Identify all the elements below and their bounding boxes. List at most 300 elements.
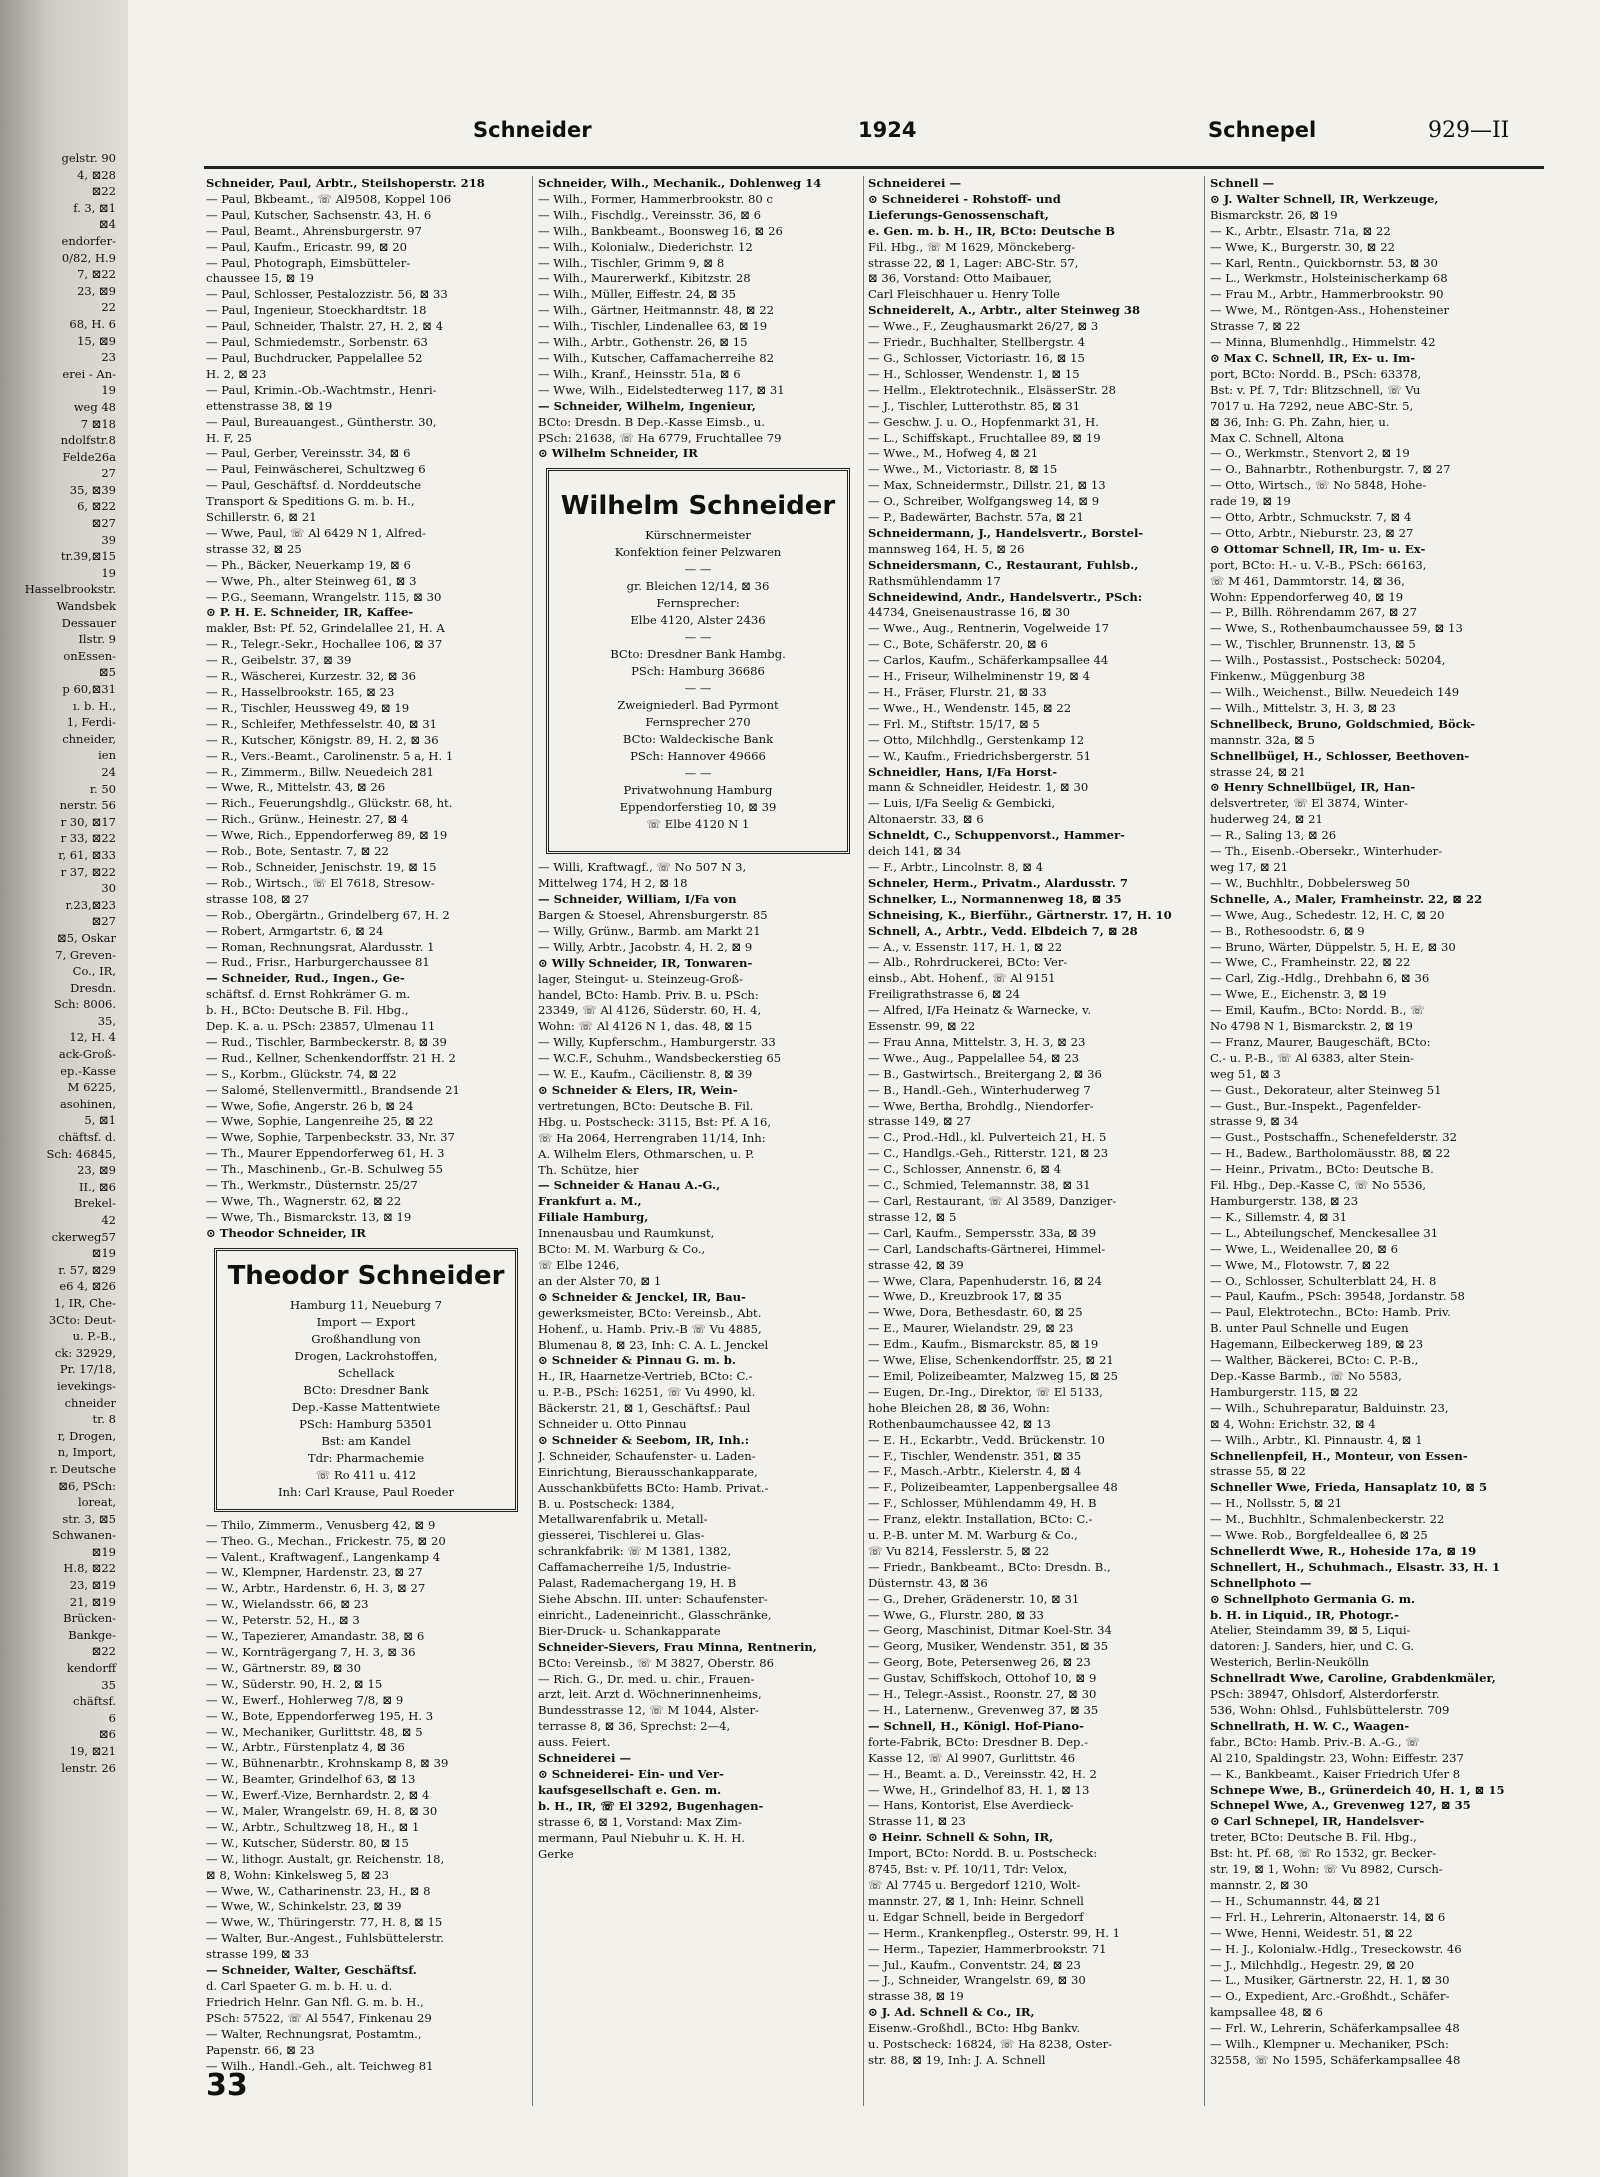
directory-entry: B. unter Paul Schnelle und Eugen — [1210, 1321, 1409, 1336]
directory-entry: Wohn: Eppendorferweg 40, ⊠ 19 — [1210, 589, 1404, 604]
directory-entry: — Willi, Kraftwagf., ☏ No 507 N 3, — [538, 860, 747, 875]
directory-entry: — W., Tapezierer, Amandastr. 38, ⊠ 6 — [206, 1629, 425, 1644]
directory-entry: — Paul, Bkbeamt., ☏ Al9508, Koppel 106 — [206, 191, 452, 206]
directory-entry: — Alb., Rohrdruckerei, BCto: Ver- — [868, 955, 1068, 970]
directory-entry: strasse 199, ⊠ 33 — [206, 1947, 310, 1962]
directory-entry: weg 17, ⊠ 21 — [1210, 859, 1289, 874]
directory-entry: — W., lithogr. Austalt, gr. Reichenstr. 18, — [206, 1851, 445, 1866]
directory-entry: H., IR, Haarnetze-Vertrieb, BCto: C.- — [538, 1369, 753, 1384]
directory-entry: — Georg, Musiker, Wendenstr. 351, ⊠ 35 — [868, 1639, 1109, 1654]
directory-entry: — Wilh., Postassist., Postscheck: 50204, — [1210, 653, 1446, 668]
adjacent-text-fragment: 5, ⊠1 — [84, 1113, 116, 1128]
directory-entry: — Rich., Grünw., Heinestr. 27, ⊠ 4 — [206, 812, 409, 827]
adjacent-text-fragment: Brücken- — [63, 1611, 116, 1626]
directory-entry: — Paul, Gerber, Vereinsstr. 34, ⊠ 6 — [206, 446, 411, 461]
directory-entry: 44734, Gneisenaustrasse 16, ⊠ 30 — [868, 605, 1070, 620]
advertisement-theodor-schneider — [214, 1248, 518, 1512]
ad-line: PSch: Hamburg 53501 — [299, 1416, 433, 1431]
directory-entry: u. Postscheck: 16824, ☏ Ha 8238, Oster- — [868, 2037, 1113, 2052]
adjacent-text-fragment: gelstr. 90 — [61, 151, 116, 165]
directory-entry: arzt, leit. Arzt d. Wöchnerinnenheims, — [538, 1687, 762, 1702]
directory-entry: — Wilh., Tischler, Grimm 9, ⊠ 8 — [538, 255, 725, 270]
directory-entry: — F., Arbtr., Lincolnstr. 8, ⊠ 4 — [868, 859, 1044, 874]
directory-entry: b. H., BCto: Deutsche B. Fil. Hbg., — [206, 1003, 409, 1018]
directory-entry: — Walter, Bur.-Angest., Fuhlsbüttelerstr. — [206, 1931, 444, 1946]
directory-entry: huderweg 24, ⊠ 21 — [1210, 812, 1323, 827]
directory-entry: — Gust., Bur.-Inspekt., Pagenfelder- — [1210, 1098, 1422, 1113]
directory-entry: ☏ Al 7745 u. Bergedorf 1210, Wolt- — [868, 1877, 1081, 1892]
directory-entry: — R., Telegr.-Sekr., Hochallee 106, ⊠ 37 — [206, 637, 443, 652]
directory-entry: Strasse 11, ⊠ 23 — [868, 1814, 966, 1829]
adjacent-text-fragment: r. 50 — [89, 781, 116, 796]
directory-entry: Bst: v. Pf. 7, Tdr: Blitzschnell, ☏ Vu — [1210, 382, 1421, 397]
directory-entry: — W., Bote, Eppendorferweg 195, H. 3 — [206, 1708, 434, 1723]
adjacent-text-fragment: 35, ⊠39 — [69, 482, 116, 497]
adjacent-text-fragment: ⊠27 — [91, 914, 116, 929]
directory-entry: — H., Schlosser, Wendenstr. 1, ⊠ 15 — [868, 366, 1080, 381]
directory-entry: — Willy, Kupferschm., Hamburgerstr. 33 — [538, 1035, 776, 1050]
directory-entry: b. H., IR, ☏ El 3292, Bugenhagen- — [538, 1798, 764, 1813]
directory-entry: — Edm., Kaufm., Bismarckstr. 85, ⊠ 19 — [868, 1337, 1099, 1352]
directory-entry: H. 2, ⊠ 23 — [206, 366, 267, 381]
directory-entry: — L., Abteilungschef, Menckesallee 31 — [1210, 1225, 1439, 1240]
directory-entry: Schneidler, Hans, I/Fa Horst- — [868, 764, 1058, 779]
directory-entry: — F., Masch.-Arbtr., Kielerstr. 4, ⊠ 4 — [868, 1464, 1082, 1479]
adjacent-text-fragment: 7, ⊠22 — [77, 267, 116, 282]
adjacent-text-fragment: f. 3, ⊠1 — [73, 200, 116, 215]
directory-entry: Mittelweg 174, H 2, ⊠ 18 — [538, 876, 688, 891]
directory-entry: — Paul, Schlosser, Pestalozzistr. 56, ⊠ 33 — [206, 287, 448, 302]
directory-entry: ⊙ Schneiderei - Rohstoff- und — [868, 191, 1061, 206]
directory-entry: Gerke — [538, 1846, 574, 1861]
directory-entry: weg 51, ⊠ 3 — [1210, 1066, 1281, 1081]
directory-entry: ⊠ 36, Inh: G. Ph. Zahn, hier, u. — [1210, 414, 1390, 429]
directory-entry: Schneising, K., Bierführ., Gärtnerstr. 17, H. 10 — [868, 907, 1172, 922]
directory-entry: — Wwe, Th., Bismarckstr. 13, ⊠ 19 — [206, 1209, 412, 1224]
directory-entry: — H., Fräser, Flurstr. 21, ⊠ 33 — [868, 685, 1047, 699]
directory-entry: kaufsgesellschaft e. Gen. m. — [538, 1782, 722, 1797]
directory-entry: ⊙ Henry Schnellbügel, IR, Han- — [1210, 780, 1416, 795]
directory-entry: chaussee 15, ⊠ 19 — [206, 271, 314, 286]
directory-entry: PSch: 38947, Ohlsdorf, Alsterdorferstr. — [1210, 1687, 1440, 1702]
directory-entry: Schneider-Sievers, Frau Minna, Rentnerin, — [538, 1639, 817, 1654]
directory-entry: Bundesstrasse 12, ☏ M 1044, Alster- — [538, 1703, 759, 1718]
directory-entry: d. Carl Spaeter G. m. b. H. u. d. — [206, 1979, 393, 1993]
directory-entry: — Franz, elektr. Installation, BCto: C.- — [868, 1512, 1093, 1527]
directory-entry: forte-Fabrik, BCto: Dresdner B. Dep.- — [868, 1734, 1089, 1749]
directory-entry: einricht., Ladeneinricht., Glasschränke, — [538, 1607, 772, 1622]
directory-entry: — R., Wäscherei, Kurzestr. 32, ⊠ 36 — [206, 669, 417, 684]
directory-entry: — Wwe, Clara, Papenhuderstr. 16, ⊠ 24 — [868, 1273, 1102, 1288]
directory-entry: Schneiderei — — [868, 176, 962, 190]
directory-entry: — H., Laternenw., Grevenweg 37, ⊠ 35 — [868, 1703, 1099, 1717]
directory-entry: — Wwe, L., Weidenallee 20, ⊠ 6 — [1210, 1241, 1399, 1256]
directory-entry: — Walther, Bäckerei, BCto: C. P.-B., — [1210, 1353, 1419, 1368]
directory-entry: Schnellenpfeil, H., Monteur, von Essen- — [1210, 1448, 1468, 1463]
directory-entry: makler, Bst: Pf. 52, Grindelallee 21, H. A — [206, 621, 445, 636]
directory-entry: — C., Schlosser, Annenstr. 6, ⊠ 4 — [868, 1162, 1062, 1177]
ad-line: Fernsprecher: — [656, 596, 740, 611]
directory-entry: Al 210, Spaldingstr. 23, Wohn: Eiffestr. 237 — [1210, 1750, 1464, 1765]
directory-entry: — F., Schlosser, Mühlendamm 49, H. B — [868, 1496, 1097, 1511]
directory-entry: Hamburgerstr. 138, ⊠ 23 — [1210, 1194, 1359, 1208]
directory-entry: Hamburgerstr. 115, ⊠ 22 — [1210, 1384, 1359, 1399]
directory-entry: — R., Kutscher, Königstr. 89, H. 2, ⊠ 36 — [206, 732, 439, 747]
directory-entry: Westerich, Berlin-Neukölln — [1210, 1655, 1369, 1670]
directory-entry: — O., Schlosser, Schulterblatt 24, H. 8 — [1210, 1273, 1437, 1288]
directory-entry: — Otto, Arbtr., Nieburstr. 23, ⊠ 27 — [1210, 525, 1414, 540]
directory-entry: — Herm., Krankenpfleg., Osterstr. 99, H. 1 — [868, 1925, 1121, 1940]
directory-entry: lager, Steingut- u. Steinzeug-Groß- — [538, 971, 744, 986]
ad-line: — — — [684, 766, 712, 781]
directory-entry: — B., Rothesoodstr. 6, ⊠ 9 — [1210, 923, 1365, 938]
adjacent-text-fragment: ⊠5 — [99, 665, 116, 680]
directory-entry: mermann, Paul Niebuhr u. K. H. H. — [538, 1830, 746, 1845]
directory-entry: — K., Bankbeamt., Kaiser Friedrich Ufer 8 — [1210, 1766, 1461, 1781]
directory-entry: — W., Arbtr., Schultzweg 18, H., ⊠ 1 — [206, 1819, 420, 1834]
directory-entry: — Schneider, Wilhelm, Ingenieur, — [538, 398, 756, 413]
adjacent-text-fragment: weg 48 — [73, 399, 116, 414]
directory-entry: — Wwe, C., Framheinstr. 22, ⊠ 22 — [1210, 955, 1411, 970]
adjacent-text-fragment: kendorff — [66, 1661, 116, 1676]
directory-entry: — Wwe, M., Röntgen-Ass., Hohensteiner — [1210, 303, 1450, 318]
adjacent-text-fragment: Pr. 17/18, — [59, 1362, 116, 1377]
directory-entry: — W., Arbtr., Fürstenplatz 4, ⊠ 36 — [206, 1740, 405, 1755]
directory-entry: — P., Billh. Röhrendamm 267, ⊠ 27 — [1210, 605, 1417, 620]
directory-entry: — C., Bote, Schäferstr. 20, ⊠ 6 — [868, 637, 1048, 652]
ad-line: BCto: Waldeckische Bank — [622, 732, 774, 747]
directory-entry: — Paul, Feinwäscherei, Schultzweg 6 — [206, 462, 426, 477]
adjacent-text-fragment: Sch: 8006. — [53, 997, 116, 1012]
directory-entry: u. P.-B., PSch: 16251, ☏ Vu 4990, kl. — [538, 1385, 756, 1400]
directory-entry: — G., Schlosser, Victoriastr. 16, ⊠ 15 — [868, 350, 1085, 365]
directory-entry: — Wilh., Schuhreparatur, Balduinstr. 23, — [1210, 1400, 1449, 1415]
adjacent-text-fragment: loreat, — [77, 1495, 116, 1510]
directory-entry: — B., Handl.-Geh., Winterhuderweg 7 — [868, 1082, 1091, 1097]
directory-entry: — Wilh., Weichenst., Billw. Neuedeich 149 — [1210, 685, 1460, 699]
directory-entry: mann & Schneidler, Heidestr. 1, ⊠ 30 — [868, 780, 1089, 795]
directory-entry: Schnellbeck, Bruno, Goldschmied, Böck- — [1210, 716, 1476, 731]
directory-entry: ☏ M 461, Dammtorstr. 14, ⊠ 36, — [1210, 573, 1405, 588]
directory-entry: — Wilh., Fischdlg., Vereinsstr. 36, ⊠ 6 — [538, 207, 762, 222]
ad-line: gr. Bleichen 12/14, ⊠ 36 — [626, 579, 770, 594]
adjacent-text-fragment: 21, ⊠19 — [69, 1594, 116, 1609]
column-1 — [206, 176, 526, 2074]
adjacent-text-fragment: 19, ⊠21 — [69, 1744, 116, 1758]
adjacent-text-fragment: Dessauer — [61, 615, 116, 630]
page-folio: 33 — [206, 2068, 248, 2103]
directory-entry: — Wwe, Ph., alter Steinweg 61, ⊠ 3 — [206, 573, 417, 588]
directory-entry: schrankfabrik: ☏ M 1381, 1382, — [538, 1544, 732, 1559]
directory-entry: — Franz, Maurer, Baugeschäft, BCto: — [1210, 1034, 1431, 1049]
directory-entry: — Paul, Ingenieur, Stoeckhardtstr. 18 — [206, 303, 427, 318]
adjacent-text-fragment: Sch: 46845, — [46, 1146, 116, 1161]
directory-entry: — Wilh., Bankbeamt., Boonsweg 16, ⊠ 26 — [538, 223, 783, 238]
ad-lines — [223, 1297, 509, 1501]
ad-line: Import — Export — [316, 1314, 416, 1329]
directory-entry: — Rich., Feuerungshdlg., Glückstr. 68, ht. — [206, 796, 453, 811]
directory-entry: — G., Dreher, Grädenerstr. 10, ⊠ 31 — [868, 1591, 1080, 1606]
directory-entry: — E., Maurer, Wielandstr. 29, ⊠ 23 — [868, 1321, 1074, 1336]
header-page-ref: 929—II — [1428, 118, 1510, 143]
adjacent-text-fragment: chneider — [64, 1395, 116, 1410]
directory-entry: — Geschw. J. u. O., Hopfenmarkt 31, H. — [868, 414, 1099, 429]
directory-entry: Rathsmühlendamm 17 — [868, 573, 1001, 588]
adjacent-text-fragment: 6 — [108, 1710, 116, 1725]
directory-entry: Bst: ht. Pf. 68, ☏ Ro 1532, gr. Becker- — [1210, 1846, 1437, 1861]
directory-entry: Palast, Rademachergang 19, H. B — [538, 1576, 737, 1591]
ad-line: Tdr: Pharmachemie — [307, 1450, 425, 1465]
directory-entry: Einrichtung, Bierausschankapparate, — [538, 1464, 758, 1479]
directory-entry: schäftsf. d. Ernst Rohkrämer G. m. — [206, 987, 411, 1002]
directory-entry: — Paul, Buchdrucker, Pappelallee 52 — [206, 350, 423, 365]
directory-entry: 7017 u. Ha 7292, neue ABC-Str. 5, — [1210, 398, 1414, 413]
page-header — [218, 118, 1538, 154]
adjacent-text-fragment: ⊠22 — [91, 1644, 116, 1659]
directory-entry: — C., Handlgs.-Geh., Ritterstr. 121, ⊠ 23 — [868, 1146, 1109, 1161]
directory-entry: — W., Ewerf., Hohlerweg 7/8, ⊠ 9 — [206, 1692, 404, 1707]
adjacent-text-fragment: II., ⊠6 — [78, 1179, 116, 1194]
ad-line: PSch: Hannover 49666 — [630, 749, 766, 764]
directory-entry: Schneler, Herm., Privatm., Alardusstr. 7 — [868, 875, 1128, 890]
directory-entry: strasse 42, ⊠ 39 — [868, 1257, 964, 1272]
directory-entry: — Willy, Grünw., Barmb. am Markt 21 — [538, 923, 761, 938]
directory-entry: Blumenau 8, ⊠ 23, Inh: C. A. L. Jenckel — [538, 1337, 769, 1352]
ad-line: BCto: Dresdner Bank Hambg. — [610, 647, 786, 662]
directory-entry: 23349, ☏ Al 4126, Süderstr. 60, H. 4, — [538, 1003, 762, 1018]
adjacent-text-fragment: Wandsbek — [56, 599, 116, 614]
ad-line: Elbe 4120, Alster 2436 — [630, 613, 766, 628]
directory-entry: ⊙ Carl Schnepel, IR, Handelsver- — [1210, 1814, 1425, 1829]
directory-page — [128, 0, 1600, 2177]
column-divider — [863, 176, 864, 2106]
ad-line: Kürschnermeister — [645, 528, 751, 543]
directory-entry: Altonaerstr. 33, ⊠ 6 — [868, 812, 984, 827]
ad-line: Schellack — [337, 1365, 395, 1380]
directory-entry: — Otto, Wirtsch., ☏ No 5848, Hohe- — [1210, 478, 1427, 493]
adjacent-text-fragment: ⊠22 — [91, 184, 116, 199]
entry-list — [1210, 176, 1540, 2069]
adjacent-text-fragment: r, 61, ⊠33 — [58, 847, 116, 862]
directory-entry: delsvertreter, ☏ El 3874, Winter- — [1210, 796, 1408, 811]
adjacent-text-fragment: M 6225, — [67, 1080, 116, 1095]
directory-entry: — Paul, Bureauangest., Güntherstr. 30, — [206, 414, 437, 429]
directory-entry: — H., Telegr.-Assist., Roonstr. 27, ⊠ 30 — [868, 1687, 1097, 1702]
adjacent-text-fragment: 23 — [101, 350, 116, 365]
directory-entry: ⊙ Schneider & Jenckel, IR, Bau- — [538, 1289, 746, 1304]
directory-entry: — R., Hasselbrookstr. 165, ⊠ 23 — [206, 685, 395, 699]
column-divider — [532, 176, 533, 2106]
adjacent-text-fragment: ı. b. H., — [72, 698, 116, 713]
directory-entry: — Th., Eisenb.-Obersekr., Winterhuder- — [1210, 844, 1443, 859]
directory-entry: — W., Arbtr., Hardenstr. 6, H. 3, ⊠ 27 — [206, 1581, 426, 1596]
directory-entry: e. Gen. m. b. H., IR, BCto: Deutsche B — [868, 223, 1116, 238]
directory-entry: — Friedr., Bankbeamt., BCto: Dresdn. B., — [868, 1559, 1111, 1574]
directory-entry: — Wwe, Dora, Bethesdastr. 60, ⊠ 25 — [868, 1305, 1083, 1320]
directory-entry: — Schneider, Walter, Geschäftsf. — [206, 1963, 417, 1978]
directory-entry: — J., Schneider, Wrangelstr. 69, ⊠ 30 — [868, 1973, 1086, 1988]
directory-entry: — Th., Maschinenb., Gr.-B. Schulweg 55 — [206, 1162, 443, 1177]
directory-entry: — Wwe, M., Flotowstr. 7, ⊠ 22 — [1210, 1257, 1390, 1272]
ad-line: Dep.-Kasse Mattentwiete — [291, 1399, 441, 1414]
directory-entry: Schneider, Wilh., Mechanik., Dohlenweg 14 — [538, 176, 822, 190]
directory-entry: einsb., Abt. Hohenf., ☏ Al 9151 — [868, 971, 1056, 986]
directory-entry: auss. Feiert. — [538, 1735, 611, 1750]
directory-entry: strasse 6, ⊠ 1, Vorstand: Max Zim- — [538, 1814, 742, 1829]
directory-entry: — Carl, Kaufm., Sempersstr. 33a, ⊠ 39 — [868, 1225, 1097, 1240]
adjacent-page-text — [0, 150, 120, 1776]
directory-entry: — Wwe., F., Zeughausmarkt 26/27, ⊠ 3 — [868, 319, 1099, 334]
directory-entry: — W., Beamter, Grindelhof 63, ⊠ 13 — [206, 1772, 416, 1787]
adjacent-text-fragment: 19 — [101, 565, 116, 580]
directory-entry: — Frl. H., Lehrerin, Altonaerstr. 14, ⊠ 6 — [1210, 1909, 1446, 1924]
directory-entry: — Bruno, Wärter, Düppelstr. 5, H. E, ⊠ 30 — [1210, 939, 1456, 954]
directory-entry: ⊙ Heinr. Schnell & Sohn, IR, — [868, 1830, 1054, 1845]
directory-entry: — W., Süderstr. 90, H. 2, ⊠ 15 — [206, 1676, 383, 1691]
directory-entry: Schnellerdt Wwe, R., Hoheside 17a, ⊠ 19 — [1210, 1543, 1477, 1558]
directory-entry: — Wwe. Rob., Borgfeldeallee 6, ⊠ 25 — [1210, 1528, 1428, 1543]
header-rule — [204, 166, 1544, 169]
directory-entry: Siehe Abschn. III. unter: Schaufenster- — [538, 1592, 768, 1606]
directory-entry: — H. J., Kolonialw.-Hdlg., Treseckowstr. 46 — [1210, 1941, 1462, 1956]
directory-entry: Fil. Hbg., Dep.-Kasse C, ☏ No 5536, — [1210, 1178, 1427, 1193]
ad-line: Inh: Carl Krause, Paul Roeder — [277, 1484, 455, 1499]
directory-entry: strasse 108, ⊠ 27 — [206, 891, 310, 906]
directory-entry: — Rob., Obergärtn., Grindelberg 67, H. 2 — [206, 907, 450, 922]
directory-entry: u. Edgar Schnell, beide in Bergedorf — [868, 1909, 1084, 1924]
directory-entry: ⊙ J. Ad. Schnell & Co., IR, — [868, 2005, 1035, 2020]
adjacent-text-fragment: 1, IR, Che- — [53, 1295, 116, 1310]
directory-entry: Freiligrathstrasse 6, ⊠ 24 — [868, 987, 1020, 1002]
directory-entry: — Emil, Polizeibeamter, Malzweg 15, ⊠ 25 — [868, 1368, 1119, 1383]
directory-entry: — H., Friseur, Wilhelminenstr 19, ⊠ 4 — [868, 669, 1091, 684]
directory-entry: — W., Ewerf.-Vize, Bernhardstr. 2, ⊠ 4 — [206, 1788, 430, 1803]
ad-line: — — — [684, 630, 712, 645]
directory-entry: — Thilo, Zimmerm., Venusberg 42, ⊠ 9 — [206, 1517, 436, 1532]
directory-entry: Bäckerstr. 21, ⊠ 1, Geschäftsf.: Paul — [538, 1401, 751, 1416]
directory-entry: BCto: Vereinsb., ☏ M 3827, Oberstr. 86 — [538, 1655, 774, 1670]
directory-entry: — F., Polizeibeamter, Lappenbergsallee 48 — [868, 1480, 1118, 1495]
directory-entry: — Paul, Schneider, Thalstr. 27, H. 2, ⊠ 4 — [206, 319, 444, 334]
directory-entry: — Paul, Photograph, Eimsbütteler- — [206, 255, 411, 270]
adjacent-text-fragment: ⊠4 — [99, 217, 116, 232]
directory-entry: — Wilh., Former, Hammerbrookstr. 80 c — [538, 191, 773, 206]
directory-entry: — R., Zimmerm., Billw. Neuedeich 281 — [206, 764, 434, 779]
adjacent-text-fragment: chäftsf. d. — [58, 1130, 116, 1145]
directory-entry: — W., Buchhltr., Dobbelersweg 50 — [1210, 875, 1411, 890]
directory-entry: — W., Kornträgergang 7, H. 3, ⊠ 36 — [206, 1644, 416, 1659]
directory-entry: — Hellm., Elektrotechnik., ElsässerStr. 28 — [868, 382, 1117, 397]
directory-entry: Schneider u. Otto Pinnau — [538, 1417, 687, 1432]
directory-entry: — Wwe, W., Schinkelstr. 23, ⊠ 39 — [206, 1899, 402, 1914]
directory-entry: — Rud., Tischler, Barmbeckerstr. 8, ⊠ 39 — [206, 1034, 447, 1049]
directory-entry: Schnell — — [1210, 176, 1275, 190]
directory-entry: — F., Tischler, Wendenstr. 351, ⊠ 35 — [868, 1448, 1082, 1463]
directory-entry: — Wwe, Sophie, Tarpenbeckstr. 33, Nr. 37 — [206, 1130, 455, 1145]
directory-entry: — Wilh., Kranf., Heinsstr. 51a, ⊠ 6 — [538, 366, 741, 381]
entry-list — [206, 1518, 526, 2075]
directory-entry: strasse 24, ⊠ 21 — [1210, 764, 1306, 779]
directory-entry: — Wilh., Arbtr., Gothenstr. 26, ⊠ 15 — [538, 335, 748, 350]
directory-entry: — W. E., Kaufm., Cäcilienstr. 8, ⊠ 39 — [538, 1067, 753, 1082]
directory-entry: Schnellrath, H. W. C., Waagen- — [1210, 1718, 1410, 1733]
directory-entry: BCto: M. M. Warburg & Co., — [538, 1242, 706, 1257]
directory-entry: Hbg. u. Postscheck: 3115, Bst: Pf. A 16, — [538, 1114, 772, 1129]
ad-line: Drogen, Lackrohstoffen, — [294, 1348, 438, 1363]
directory-entry: — W., Tischler, Brunnenstr. 13, ⊠ 5 — [1210, 637, 1416, 652]
adjacent-text-fragment: nerstr. 56 — [59, 798, 116, 813]
directory-entry: — P.G., Seemann, Wrangelstr. 115, ⊠ 30 — [206, 589, 442, 604]
adjacent-text-fragment: ievekings- — [57, 1378, 116, 1393]
directory-entry: — Otto, Milchhdlg., Gerstenkamp 12 — [868, 732, 1085, 747]
directory-entry: Schnellert, H., Schuhmach., Elsastr. 33, H. 1 — [1210, 1559, 1501, 1574]
directory-entry: — Paul, Kaufm., Ericastr. 99, ⊠ 20 — [206, 239, 408, 254]
directory-entry: gewerksmeister, BCto: Vereinsb., Abt. — [538, 1305, 762, 1320]
directory-entry: — Walter, Rechnungsrat, Postamtm., — [206, 2026, 422, 2041]
directory-entry: — Rob., Wirtsch., ☏ El 7618, Stresow- — [206, 875, 435, 890]
directory-entry: PSch: 57522, ☏ Al 5547, Finkenau 29 — [206, 2010, 432, 2025]
adjacent-text-fragment: 23, ⊠9 — [77, 283, 116, 298]
adjacent-text-fragment: Brekel- — [73, 1196, 116, 1211]
directory-entry: strasse 9, ⊠ 34 — [1210, 1114, 1299, 1129]
directory-entry: — Wilh., Kolonialw., Diederichstr. 12 — [538, 239, 753, 254]
directory-entry: ⊙ Max C. Schnell, IR, Ex- u. Im- — [1210, 350, 1416, 365]
directory-entry: — W., Bühnenarbtr., Krohnskamp 8, ⊠ 39 — [206, 1756, 449, 1771]
adjacent-text-fragment: 35, — [97, 1013, 116, 1028]
directory-entry: — Rud., Kellner, Schenkendorffstr. 21 H. 2 — [206, 1050, 456, 1065]
adjacent-text-fragment: ien — [98, 748, 116, 763]
adjacent-text-fragment: 35 — [101, 1677, 116, 1692]
directory-entry: Bargen & Stoesel, Ahrensburgerstr. 85 — [538, 908, 768, 923]
directory-entry: — Frl. W., Lehrerin, Schäferkampsallee 48 — [1210, 2021, 1460, 2036]
adjacent-text-fragment: 30 — [101, 881, 116, 896]
adjacent-text-fragment: Schwanen- — [52, 1528, 116, 1543]
directory-entry: — K., Arbtr., Elsastr. 71a, ⊠ 22 — [1210, 223, 1391, 238]
directory-entry: Schneider, Paul, Arbtr., Steilshoperstr. 218 — [206, 176, 485, 190]
directory-entry: BCto: Dresdn. B Dep.-Kasse Eimsb., u. — [538, 414, 765, 429]
adjacent-text-fragment: H.8, ⊠22 — [63, 1561, 116, 1576]
directory-entry: Strasse 7, ⊠ 22 — [1210, 319, 1301, 334]
directory-entry: PSch: 21638, ☏ Ha 6779, Fruchtallee 79 — [538, 430, 782, 445]
adjacent-text-fragment: 7 ⊠18 — [80, 416, 116, 431]
directory-entry: str. 19, ⊠ 1, Wohn: ☏ Vu 8982, Cursch- — [1210, 1862, 1443, 1877]
directory-entry: Schnelker, L., Normannenweg 18, ⊠ 35 — [868, 891, 1122, 906]
ad-lines — [555, 527, 841, 833]
directory-entry: ⊙ Schneider & Seebom, IR, Inh.: — [538, 1432, 749, 1447]
column-4 — [1210, 176, 1540, 2069]
directory-entry: mannstr. 2, ⊠ 30 — [1210, 1877, 1308, 1892]
adjacent-text-fragment: Felde26a — [62, 449, 116, 464]
directory-entry: ⊙ P. H. E. Schneider, IR, Kaffee- — [206, 605, 414, 620]
directory-entry: kampsallee 48, ⊠ 6 — [1210, 2005, 1323, 2020]
directory-entry: — Otto, Arbtr., Schmuckstr. 7, ⊠ 4 — [1210, 510, 1412, 525]
directory-entry: Schneldt, C., Schuppenvorst., Hammer- — [868, 828, 1125, 843]
directory-entry: — Wwe., M., Victoriastr. 8, ⊠ 15 — [868, 462, 1058, 477]
directory-entry: — J., Tischler, Lutterothstr. 85, ⊠ 31 — [868, 398, 1081, 413]
directory-entry: — Wwe., Aug., Rentnerin, Vogelweide 17 — [868, 621, 1109, 636]
directory-entry: — L., Schiffskapt., Fruchtallee 89, ⊠ 19 — [868, 430, 1101, 445]
directory-entry: — R., Saling 13, ⊠ 26 — [1210, 828, 1337, 843]
adjacent-text-fragment: r.23,⊠23 — [65, 897, 116, 912]
directory-entry: — W., Mechaniker, Gurlittstr. 48, ⊠ 5 — [206, 1724, 423, 1739]
directory-entry: port, BCto: H.- u. V.-B., PSch: 66163, — [1210, 557, 1427, 572]
directory-entry: — Paul, Elektrotechn., BCto: Hamb. Priv. — [1210, 1305, 1451, 1320]
directory-entry: — C., Prod.-Hdl., kl. Pulverteich 21, H. 5 — [868, 1130, 1107, 1145]
directory-entry: J. Schneider, Schaufenster- u. Laden- — [538, 1448, 756, 1463]
directory-entry: rade 19, ⊠ 19 — [1210, 494, 1291, 509]
directory-entry: — Wwe, Th., Wagnerstr. 62, ⊠ 22 — [206, 1194, 402, 1208]
adjacent-text-fragment: Co., IR, — [72, 964, 116, 979]
